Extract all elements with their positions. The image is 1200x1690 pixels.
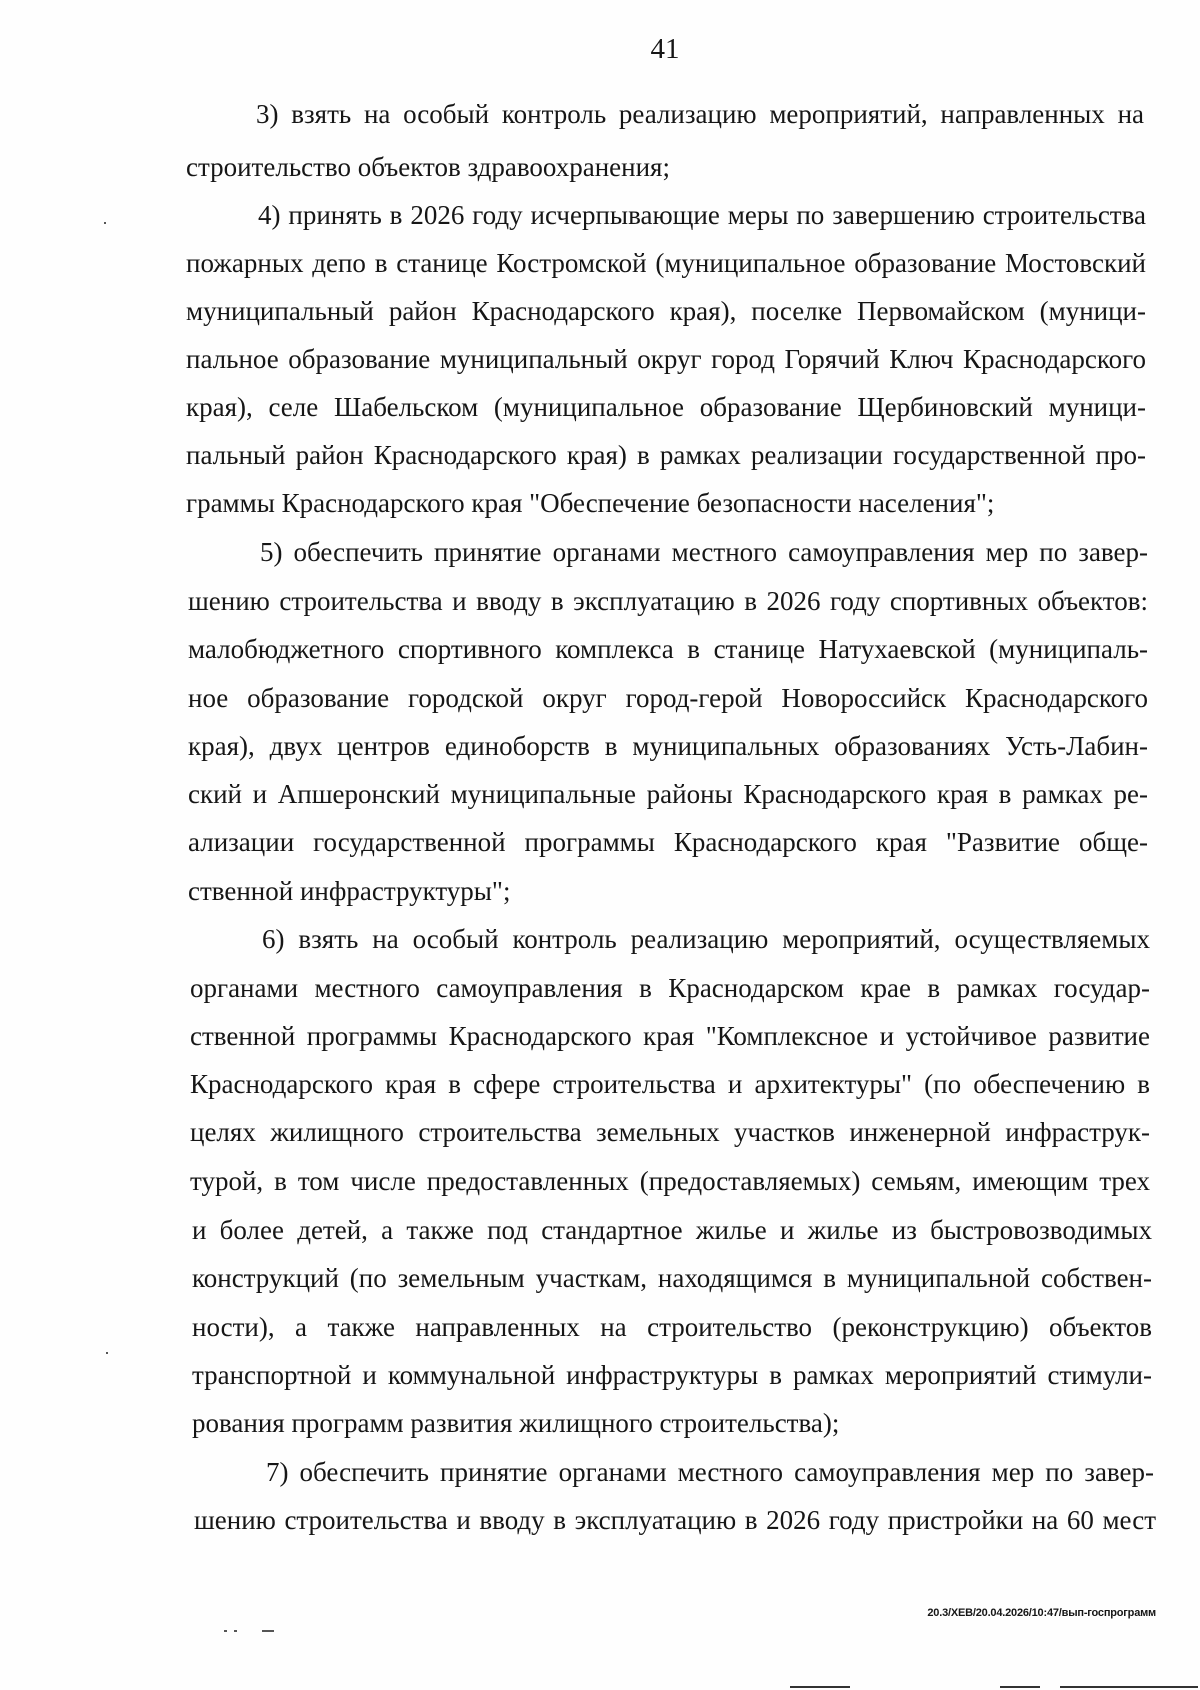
scan-edge-line: [1060, 1686, 1198, 1688]
text-line: и более детей, а также под стандартное жилье и жилье из быстровозводимых: [192, 1215, 1152, 1245]
scan-speck: [262, 1630, 274, 1632]
text-line: конструкций (по земельным участкам, находящимся в муниципальной собствен-: [192, 1263, 1152, 1293]
text-line: ности), а также направленных на строительство (реконструкцию) объектов: [192, 1312, 1152, 1342]
text-line: транспортной и коммунальной инфраструктуры в рамках мероприятий стимули-: [192, 1360, 1152, 1390]
text-line: граммы Краснодарского края "Обеспечение безопасности населения";: [186, 488, 995, 518]
text-line: шению строительства и вводу в эксплуатацию в 2026 году пристройки на 60 мест: [194, 1505, 1156, 1535]
scan-edge-line: [790, 1686, 850, 1688]
scan-edge-line: [1000, 1686, 1040, 1688]
text-line: строительство объектов здравоохранения;: [186, 152, 670, 182]
text-line: целях жилищного строительства земельных участков инженерной инфраструк-: [190, 1117, 1150, 1147]
scan-speck: [104, 222, 106, 224]
text-line: пожарных депо в станице Костромской (муниципальное образование Мостовский: [186, 248, 1146, 278]
text-line: турой, в том числе предоставленных (предоставляемых) семьям, имеющим трех: [190, 1166, 1150, 1196]
page-number: 41: [650, 33, 680, 65]
text-line: шению строительства и вводу в эксплуатацию в 2026 году спортивных объектов:: [188, 586, 1148, 616]
text-line: 4) принять в 2026 году исчерпывающие меры по завершению строительства: [258, 200, 1146, 230]
scan-speck: [224, 1630, 227, 1632]
text-line: 5) обеспечить принятие органами местного самоуправления мер по завер-: [260, 537, 1148, 567]
scan-speck: [234, 1630, 237, 1632]
text-line: ализации государственной программы Краснодарского края "Развитие обще-: [188, 827, 1148, 857]
text-line: пальное образование муниципальный округ город Горячий Ключ Краснодарского: [186, 344, 1146, 374]
document-footer-code: 20.3/ХЕВ/20.04.2026/10:47/вып-госпрограмм: [927, 1607, 1156, 1619]
text-line: ский и Апшеронский муниципальные районы Краснодарского края в рамках ре-: [188, 779, 1148, 809]
text-line: ное образование городской округ город-герой Новороссийск Краснодарского: [188, 683, 1148, 713]
text-line: рования программ развития жилищного строительства);: [192, 1408, 840, 1438]
text-line: края), двух центров единоборств в муниципальных образованиях Усть-Лабин-: [188, 731, 1148, 761]
text-line: 6) взять на особый контроль реализацию мероприятий, осуществляемых: [262, 924, 1150, 954]
scan-speck: [106, 1352, 108, 1354]
text-line: Краснодарского края в сфере строительства и архитектуры" (по обеспечению в: [190, 1069, 1150, 1099]
text-line: малобюджетного спортивного комплекса в станице Натухаевской (муниципаль-: [188, 634, 1148, 664]
text-line: 3) взять на особый контроль реализацию мероприятий, направленных на: [256, 99, 1144, 129]
text-line: органами местного самоуправления в Краснодарском крае в рамках государ-: [190, 973, 1150, 1003]
text-line: ственной инфраструктуры";: [188, 876, 511, 906]
text-line: края), селе Шабельском (муниципальное образование Щербиновский муници-: [186, 392, 1146, 422]
text-line: муниципальный район Краснодарского края), поселке Первомайском (муници-: [186, 296, 1146, 326]
text-line: ственной программы Краснодарского края "Комплексное и устойчивое развитие: [190, 1021, 1150, 1051]
text-line: 7) обеспечить принятие органами местного самоуправления мер по завер-: [266, 1457, 1154, 1487]
text-line: пальный район Краснодарского края) в рамках реализации государственной про-: [186, 440, 1146, 470]
